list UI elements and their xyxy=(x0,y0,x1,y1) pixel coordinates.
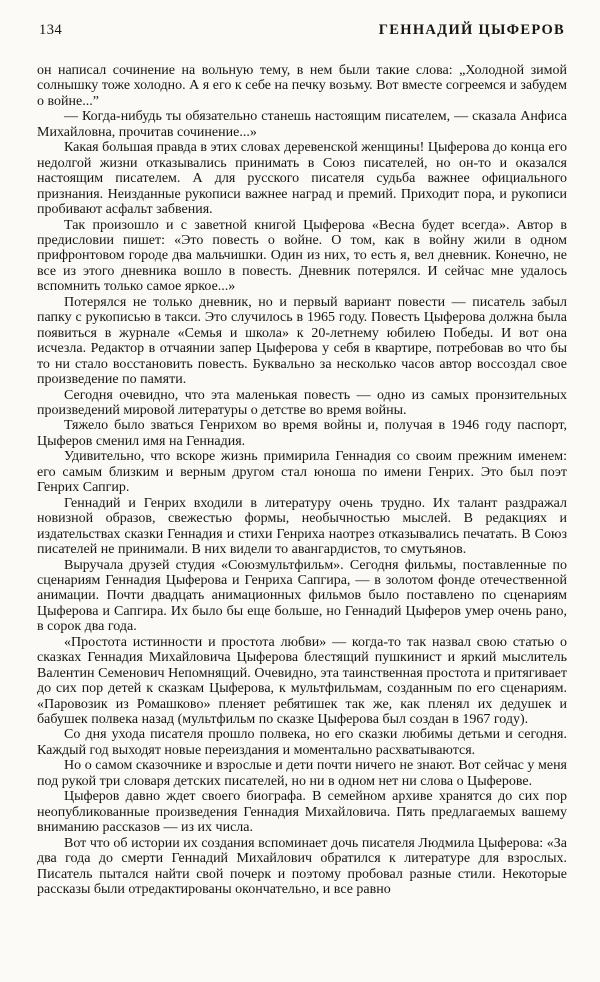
paragraph: Так произошло и с заветной книгой Цыферова «Весна будет всегда». Автор в предисловии пишет: «Это повесть о войне. О том, как в войну жили в одном прифронтовом городе два мальчишки. Один из них, то есть я, вел дневник. Конечно, не все из этого дневника вошло в повесть. Дневник потерялся. И сейчас мне удалось вспомнить только самое яркое...» xyxy=(37,217,567,295)
paragraph: Потерялся не только дневник, но и первый вариант повести — писатель забыл папку с рукописью в такси. Это случилось в 1965 году. Повесть Цыферова должна была появиться в журнале «Семья и школа» к 20-летнему юбилею Победы. И вот она исчезла. Редактор в отчаянии запер Цыферова у себя в квартире, потребовав во что бы то ни стало восстановить повесть. Буквально за несколько часов автор воссоздал свое произведение по памяти. xyxy=(37,294,567,388)
paragraph: — Когда-нибудь ты обязательно станешь настоящим писателем, — сказала Анфиса Михайловна, прочитав сочинение...» xyxy=(37,109,567,140)
paragraph: Тяжело было зваться Генрихом во время войны и, получая в 1946 году паспорт, Цыферов сменил имя на Геннадия. xyxy=(37,418,567,449)
paragraph: Выручала друзей студия «Союзмультфильм». Сегодня фильмы, поставленные по сценариям Геннадия Цыферова и Генриха Сапгира, — в золотом фонде отечественной анимации. Почти двадцать анимационных фильмов было поставлено по сценариям Цыферова и Сапгира. Их было бы еще больше, но Геннадий Цыферов умер очень рано, в сорок два года. xyxy=(37,557,567,635)
paragraph: Сегодня очевидно, что эта маленькая повесть — одно из самых пронзительных произведений мировой литературы о детстве во время войны. xyxy=(37,387,567,418)
paragraph: Цыферов давно ждет своего биографа. В семейном архиве хранятся до сих пор неопубликованные произведения Геннадия Михайловича. Пять предлагаемых вашему вниманию рассказов — из их числа. xyxy=(37,789,567,836)
paragraph: Удивительно, что вскоре жизнь примирила Геннадия со своим прежним именем: его самым близким и верным другом стал юноша по имени Генрих. Это был поэт Генрих Сапгир. xyxy=(37,449,567,496)
paragraph: он написал сочинение на вольную тему, в нем были такие слова: „Холодной зимой солнышку тоже холодно. А я его к себе на печку возьму. Вот вместе согреемся и забудем о войне...” xyxy=(37,63,567,109)
running-title: ГЕННАДИЙ ЦЫФЕРОВ xyxy=(378,22,565,38)
paragraph: Геннадий и Генрих входили в литературу очень трудно. Их талант раздражал новизной образов, свежестью формы, необычностью мыслей. В редакциях и издательствах сказки Геннадия и стихи Генриха наотрез отказывались печатать. В Союз писателей не принимали. В них видели то авангардистов, то смутьянов. xyxy=(37,495,567,558)
page-header xyxy=(37,22,567,39)
paragraph: Со дня ухода писателя прошло полвека, но его сказки любимы детьми и сегодня. Каждый год выходят новые переиздания и моментально расхватываются. xyxy=(37,727,567,758)
paragraph: Какая большая правда в этих словах деревенской женщины! Цыферова до конца его недолгой жизни отказывались принимать в Союз писателей, но он-то и оказался настоящим писателем. А для русского писателя судьба важнее официального признания. Неизданные рукописи важнее наград и премий. Приходит пора, и рукописи пробивают асфальт забвения. xyxy=(37,140,567,218)
paragraph: Вот что об истории их создания вспоминает дочь писателя Людмила Цыферова: «За два года до смерти Геннадий Михайлович обратился к литературе для взрослых. Писатель пытался найти свой почерк и поэтому пробовал разные стили. Некоторые рассказы были отредактированы окончательно, и все равно xyxy=(37,835,567,898)
paragraph: Но о самом сказочнике и взрослые и дети почти ничего не знают. Вот сейчас у меня под рукой три словаря детских писателей, но ни в одном нет ни слова о Цыферове. xyxy=(37,758,567,789)
page-number: 134 xyxy=(39,22,63,38)
body-text xyxy=(37,63,567,897)
paragraph: «Простота истинности и простота любви» — когда-то так назвал свою статью о сказках Геннадия Михайловича Цыферова блестящий пушкинист и яркий мыслитель Валентин Семенович Непомнящий. Очевидно, эта таинственная простота и притягивает до сих пор детей к сказкам Цыферова, к мультфильмам, созданным по его сценариям. «Паровозик из Ромашково» пленяет ребятишек так же, как пленял их дедушек и бабушек полвека назад (мультфильм по сказке Цыферова был создан в 1967 году). xyxy=(37,634,567,728)
